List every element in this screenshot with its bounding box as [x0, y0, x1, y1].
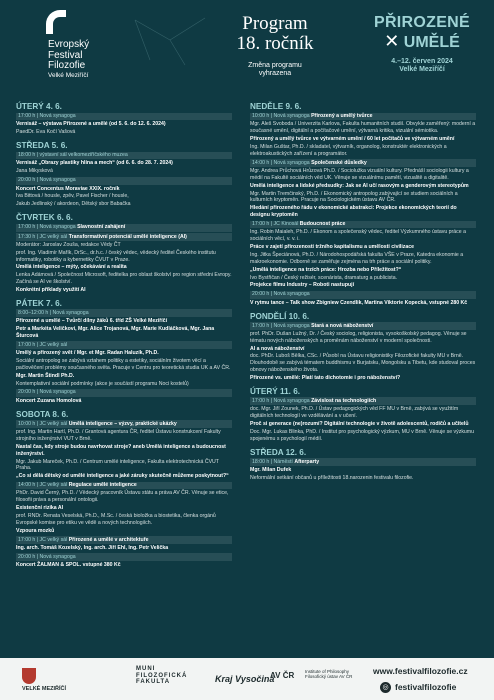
event-headline: Přirozený a umělý tvůrce ve výtvarném umění / 60 let počítačů ve výtvarném umění: [250, 136, 455, 143]
event-description: Ing. Robin Maialeh, Ph.D. / Ekonom a společenský vědec, ředitel Výzkumného ústavu práce a sociálních věcí, v. v. i.: [250, 229, 466, 243]
dates-text: 4.–12. červen 2024: [391, 57, 453, 65]
event-description: Sociální antropolog se zabývá vztahem politiky a estetiky, sociálním životem věcí a pačlověčení problémy současného světa. Pracuje v Centru pro teoretická studia UK a AV ČR.: [16, 358, 231, 371]
event-venue: Nová synagoga: [273, 397, 310, 404]
logo-line-3: Filozofie: [48, 60, 86, 71]
separator: |: [35, 152, 40, 159]
theme-line-2: [367, 32, 477, 52]
logo-line-1: Evropský: [48, 39, 90, 50]
festival-logo: [18, 10, 128, 90]
event-headline: Nastal čas, kdy stroje budou navrhovat stroje? aneb Umělá inteligence a budoucnost inženýrství.: [16, 443, 226, 457]
event-venue: JC velký sál: [39, 420, 68, 427]
event-time-row: [16, 309, 232, 317]
sponsor-velke-mezirici: [22, 668, 82, 692]
event-description: prof. Ing. Vladimír Mařík, DrSc., dr.h.c. / český vědec, vědecký ředitel Českého institutu informatiky, robotiky a kybernetiky ČVUT v Praze.: [16, 249, 216, 263]
event-venue: Náměstí: [273, 458, 293, 465]
event-title: Transformativní potenciál umělé inteligence (AI): [68, 233, 187, 240]
event-time-row: [16, 152, 232, 160]
sponsor-city-text: VELKÉ MEZIŘÍČÍ: [22, 686, 67, 692]
theme-word-1: PŘIROZENÉ: [373, 14, 471, 31]
day-heading: NEDĚLE 9. 6.: [250, 102, 302, 111]
logo-text: [48, 40, 89, 79]
event-venue: Nová synagoga: [39, 389, 76, 396]
event-time: 17:30 h: [18, 233, 36, 240]
event-headline: Proč si generace (ne)rozumí? Digitální technologie v životě adolescentů, rodičů a učitelů: [250, 420, 469, 427]
sponsor-avcr: AV ČR: [270, 671, 295, 680]
program-note: [215, 62, 335, 79]
event-headline: Přirozené vs. umělé: Platí tato dichotomie i pro náboženství?: [250, 375, 401, 382]
event-headline: Vzpoura mozků: [16, 527, 55, 534]
program-note-line-2: vyhrazena: [258, 70, 292, 78]
sponsor-kraj-vysocina: Kraj Vysočina: [215, 674, 275, 684]
event-description: Mgr. Andrea Průchová Hrůzová Ph.D. / Sociolužka vizuální kultury. Přednáší sociologii kultury a médií na Fakultě sociálních věd UK. Věnuje se vizuálnímu pamětí, vizualitě a digitalitě.: [250, 168, 469, 181]
separator: |: [35, 420, 40, 427]
event-headline: Existenční rizika AI: [16, 505, 64, 512]
day-heading: ÚTERÝ 11. 6.: [250, 386, 301, 396]
event-headline: Mgr. Milan Dufek: [250, 466, 292, 473]
event-venue: Nová synagoga: [273, 322, 310, 329]
separator: |: [269, 322, 274, 329]
event-venue: Nová synagoga: [39, 113, 76, 120]
event-time: 10:00 h: [18, 420, 36, 427]
event-time: 18:00 h: [18, 152, 36, 159]
logo-mark-icon: [46, 10, 66, 34]
edition-number: 18. ročník: [236, 32, 314, 54]
event-venue: JC velký sál: [39, 341, 68, 348]
event-title: Stará a nová náboženství: [311, 322, 374, 329]
event-time: 20:00 h: [18, 553, 36, 560]
event-time: 17:00 h: [18, 224, 36, 231]
event-time-row: [16, 482, 232, 490]
event-headline: Umělá inteligence – mýty, očekávání a realita: [16, 264, 127, 271]
event-venue: Nová synagoga: [39, 177, 76, 184]
event-time: 14:00 h: [18, 482, 36, 489]
separator: |: [35, 224, 40, 231]
event-time-row: [16, 233, 232, 241]
event-venue: Nová synagoga: [39, 553, 76, 560]
coat-of-arms-icon: [22, 668, 36, 684]
event-venue: Nová synagoga: [273, 159, 310, 166]
event-time-row: [16, 341, 232, 349]
separator: |: [35, 553, 40, 560]
muni-faculty-line-2: FAKULTA: [136, 679, 171, 686]
festival-dates: [367, 58, 477, 75]
event-venue: JC velký sál: [39, 536, 68, 543]
event-headline: Koncert Concentus Moraviae XXIX. ročník: [16, 185, 120, 192]
event-venue: JC velký sál: [39, 482, 68, 489]
sponsors-footer: [0, 658, 494, 700]
separator: |: [269, 291, 274, 298]
separator: |: [35, 482, 40, 489]
event-description: Neformální setkání občanů u příležitosti 18.narozenin festivalu filozofie.: [250, 474, 414, 481]
event-description: Ing. Jitka Špeciánová, Ph.D. / Národohospodářská fakulta VŠE v Praze, Katedra ekonomie a makroekonomie. Odborně se zaměřuje zejména na trh práce a sociální politiky.: [250, 251, 464, 265]
event-time: 17:00 h: [252, 221, 270, 228]
event-headline: „Umělá inteligence na trzích práce: Hrozba nebo Příležitost?“: [250, 266, 402, 273]
event-headline: Koncert Zuzana Homolová: [16, 397, 82, 404]
place-text: Velké Meziříčí: [399, 65, 445, 73]
separator: |: [269, 113, 274, 120]
event-headline: V rytmu tance – Talk show Zbigniew Czendlik, Martina Viktorie Kopecká, vstupné 280 Kč: [250, 299, 468, 306]
event-description: PaedDr. Eva Kočí Vašová: [16, 129, 76, 136]
day-heading: STŘEDA 12. 6.: [250, 447, 307, 457]
event-time: 17:00 h: [252, 322, 270, 329]
schedule-right-column: [250, 102, 476, 482]
separator: |: [269, 397, 274, 404]
event-headline: Umělý a přirozený svět / Mgr. et Mgr. Radan Haluzík, Ph.D.: [16, 350, 159, 357]
separator: |: [35, 389, 40, 396]
event-title: Umělá inteligence – výzvy, praktické ukázky: [68, 420, 177, 427]
program-note-line-1: Změna programu: [248, 61, 302, 69]
separator: |: [35, 177, 40, 184]
day-heading: ÚTERÝ 4. 6.: [16, 102, 62, 111]
festival-theme: [367, 15, 477, 74]
event-headline: Konkrétní příklady využití AI: [16, 287, 86, 294]
event-description: Mgr. Martin Tremčinský, Ph.D. / Ekonomický antropolog zabývající se studiem sociálních a kulturních kryptoměn. Pracuje na Sociologickém ústavu AV ČR.: [250, 190, 458, 204]
event-description: Jana Mikysková: [16, 168, 53, 175]
logo-line-4: Velké Meziříčí: [48, 71, 89, 79]
day-heading: PONDĚLÍ 10. 6.: [250, 311, 310, 321]
event-title: Přirozené a umělé v architektuře: [68, 536, 149, 543]
event-time-row: [16, 177, 232, 185]
event-venue: Nová synagoga: [52, 309, 89, 316]
program-title: [215, 14, 335, 79]
cross-icon: ✕: [384, 30, 400, 51]
event-venue: Nová synagoga: [273, 291, 310, 298]
event-time: 14:00 h: [252, 159, 270, 166]
event-time-row: [250, 159, 476, 167]
separator: |: [35, 113, 40, 120]
muni-faculty-line-1: FILOZOFICKÁ: [136, 672, 188, 679]
event-time: 17:00 h: [18, 536, 36, 543]
event-description: doc. Mgr. Jiří Zounek, Ph.D. / Ústav pedagogických věd FF MU v Brně, zabývá se využitím digitálních technologií ve vzdělávání a v učení.: [250, 406, 459, 420]
event-time-row: [16, 420, 232, 428]
event-description: Mgr. Jakub Mareček, Ph.D. / Centrum umělé inteligence, Fakulta elektrotechnická ČVUT Praha.: [16, 458, 219, 472]
sponsor-muni: [136, 666, 196, 686]
event-title: Afterparty: [294, 458, 320, 465]
event-headline: Koncert ŽALMAN & SPOL. vstupné 380 Kč: [16, 562, 121, 569]
event-description: Doc. Mgr. Lukas Blinka, PhD. / Institut pro psychologický výzkum, MU v Brně. Věnuje se výzkumu spojenému s psychologií médií.: [250, 428, 475, 442]
event-description: Ing. Milan Guštar, Ph.D. / skladatel, výtvarník, organolog, konstruktér elektronických a elektroakustických zařízení a programátor.: [250, 143, 447, 157]
event-description: prof. RNDr. Renata Veselská, Ph.D., M.Sc. / česká bioložka a biostetika, členka orgánů Evropské komise pro etiku ve vědě a nových technologiích.: [16, 513, 216, 526]
network-decoration-icon: [130, 10, 210, 70]
event-description: Moderátor: Jaroslav Zouša, redakce Vědy ČT: [16, 241, 121, 248]
event-time: 17:00 h: [252, 397, 270, 404]
event-time-row: [16, 536, 232, 544]
event-description: PhDr. David Černý, Ph.D. / Vědecký pracovník Ústavu státu a práva AV ČR. Věnuje se etice, filosofii práva a personální ontologii.: [16, 490, 229, 504]
event-time-row: [16, 113, 232, 121]
event-venue: JC Kinosál: [273, 221, 299, 228]
event-description: Ivo Bystřičan / Český režisér, scenárista, dramaturg a publicista.: [250, 274, 398, 281]
event-description: Lenka Adámová / Společnost Microsoft, ředitelka pro oblast školství pro region středni Evropy. Začíná se AI ve školství.: [16, 272, 232, 286]
day-heading: STŘEDA 5. 6.: [16, 141, 68, 151]
day-heading: PÁTEK 7. 6.: [16, 298, 62, 308]
separator: |: [269, 159, 274, 166]
program-word: Program: [242, 13, 308, 34]
event-headline: Přirozené a umělé – Tvůrčí dílny žáků 6. tříd ZŠ Velké Meziříčí: [16, 318, 168, 325]
event-time-row: [250, 291, 476, 299]
event-description: doc. PhDr. Luboš Bělka, CSc. / Působí na Ústavu religionistiky Filozofické fakulty MU v Brně. Dlouhodobě se zabývá tématem buddhismu v Burjatsku, Mongolsku a Tibetu, kde studoval proces obnovy náboženského života.: [250, 353, 476, 374]
event-time-row: [250, 458, 476, 466]
event-venue: Nová synagoga: [39, 224, 76, 231]
schedule-left-column: [16, 102, 232, 569]
event-time: 20:00 h: [18, 177, 36, 184]
theme-word-2: UMĚLÉ: [403, 33, 460, 51]
event-time-row: [16, 553, 232, 561]
website-link[interactable]: www.festivalfilozofie.cz: [373, 666, 468, 676]
event-title: Závislost na technologiích: [311, 397, 377, 404]
event-description: prof. PhDr. Dušan Lužný, Dr. / Český sociolog, religionista, vysokoškolský pedagog. Věnuje se tématu nových náboženských a proměnám náboženství v moderní společnosti.: [250, 330, 467, 344]
separator: |: [35, 536, 40, 543]
event-title: Budoucnost práce: [299, 221, 346, 228]
event-headline: Vernisáž – výstava Přirozené a umělé (od 5. 6. do 12. 6. 2024): [16, 121, 166, 128]
event-time-row: [16, 224, 232, 232]
separator: |: [48, 309, 53, 316]
event-time-row: [250, 221, 476, 229]
event-time: 17:00 h: [18, 113, 36, 120]
event-time: 8:00–12:00 h: [18, 309, 49, 316]
logo-line-2: Festival: [48, 49, 83, 61]
event-title: Regulace umělé inteligence: [68, 482, 137, 489]
event-time-row: [250, 113, 476, 121]
day-heading: ČTVRTEK 6. 6.: [16, 213, 73, 223]
event-headline: Umělá inteligence a lidské předsudky: Jak se AI učí rasovým a genderovým stereotypům: [250, 182, 469, 189]
event-time: 20:00 h: [252, 291, 270, 298]
event-headline: „Co si dělá dětský od umělé inteligence a jaké záruky skutečně můžeme poskytnout?“: [16, 473, 229, 480]
event-description: Jakub Jedlinský / akordeon, Dětský sbor Babačka: [16, 201, 131, 208]
event-time: 17:00 h: [18, 341, 36, 348]
muni-text: MUNI: [136, 666, 156, 672]
event-headline: Mgr. Martin Štindl Ph.D.: [16, 372, 75, 379]
event-venue: JC velký sál: [39, 233, 68, 240]
separator: |: [269, 458, 274, 465]
event-description: Iva Bittová / housle, zpěv, Pavel Fischer / housle,: [16, 193, 129, 200]
event-headline: Hledání přirozeného řádu v ekonomické abstrakci: Projekce ekonomických teorií do designu kryptoměn: [250, 205, 457, 219]
event-description: prof. Ing. Martin Hartl, Ph.D. / Grantová agentura ČR, ředitel Ústavu konstrukcení Fakulty strojního inženýrství VUT v Brně.: [16, 429, 221, 442]
instagram-icon[interactable]: ◎: [380, 682, 391, 693]
separator: |: [269, 221, 274, 228]
event-description: Kontemplativní sociální podmínky (akce je součástí programu Noci kostelů): [16, 380, 189, 387]
event-headline: Projekce filmu Industry – Roboti nastupují: [250, 282, 355, 289]
day-heading: SOBOTA 8. 6.: [16, 409, 69, 419]
event-description: Mgr. Aleš Svoboda / Univerzita Karlova, Fakulta humanitních studií. Obvykle zaměřený: moderní a současné umění, digitální a počítačové umění, výtvarná kritika, vizuální sémiotika.: [250, 121, 476, 135]
separator: |: [35, 233, 40, 240]
event-title: Společenské důsledky: [311, 159, 367, 166]
separator: |: [35, 341, 40, 348]
event-time-row: [250, 397, 476, 405]
event-time-row: [16, 389, 232, 397]
event-title: Slavnostní zahájení: [77, 224, 126, 231]
event-title: Přirozený a umělý tvůrce: [311, 113, 373, 120]
event-time-row: [250, 322, 476, 330]
event-venue: Nová synagoga: [273, 113, 310, 120]
event-headline: Vernisáž „Obrazy plastiky hlína a mech“ (od 6. 6. do 28. 7. 2024): [16, 160, 173, 167]
event-headline: Práce v zajetí přirozenosti tržního kapitalismu a umělosti civilizace: [250, 244, 415, 251]
header: [0, 0, 494, 96]
instagram-handle[interactable]: festivalfilozofie: [395, 682, 457, 692]
sponsor-institute-philosophy: Institute of Philosophy Filosofický ústav AV ČR: [305, 669, 353, 679]
event-headline: AI a nová náboženství: [250, 345, 305, 352]
event-time: 10:00 h: [252, 113, 270, 120]
event-venue: výstavní sál velkomeziříčského muzea: [39, 152, 128, 159]
event-headline: Ing. arch. Tomáš Kozelský, Ing. arch. Jiří Ehl, Ing. Petr Velička: [16, 544, 169, 551]
event-headline: Petr a Markéta Veličkovi, Mgr. Alice Trojanová, Mgr. Marie Kudláčková, Mgr. Jana Šturcová: [16, 326, 215, 339]
event-time: 20:00 h: [18, 389, 36, 396]
event-time: 18:00 h: [252, 458, 270, 465]
